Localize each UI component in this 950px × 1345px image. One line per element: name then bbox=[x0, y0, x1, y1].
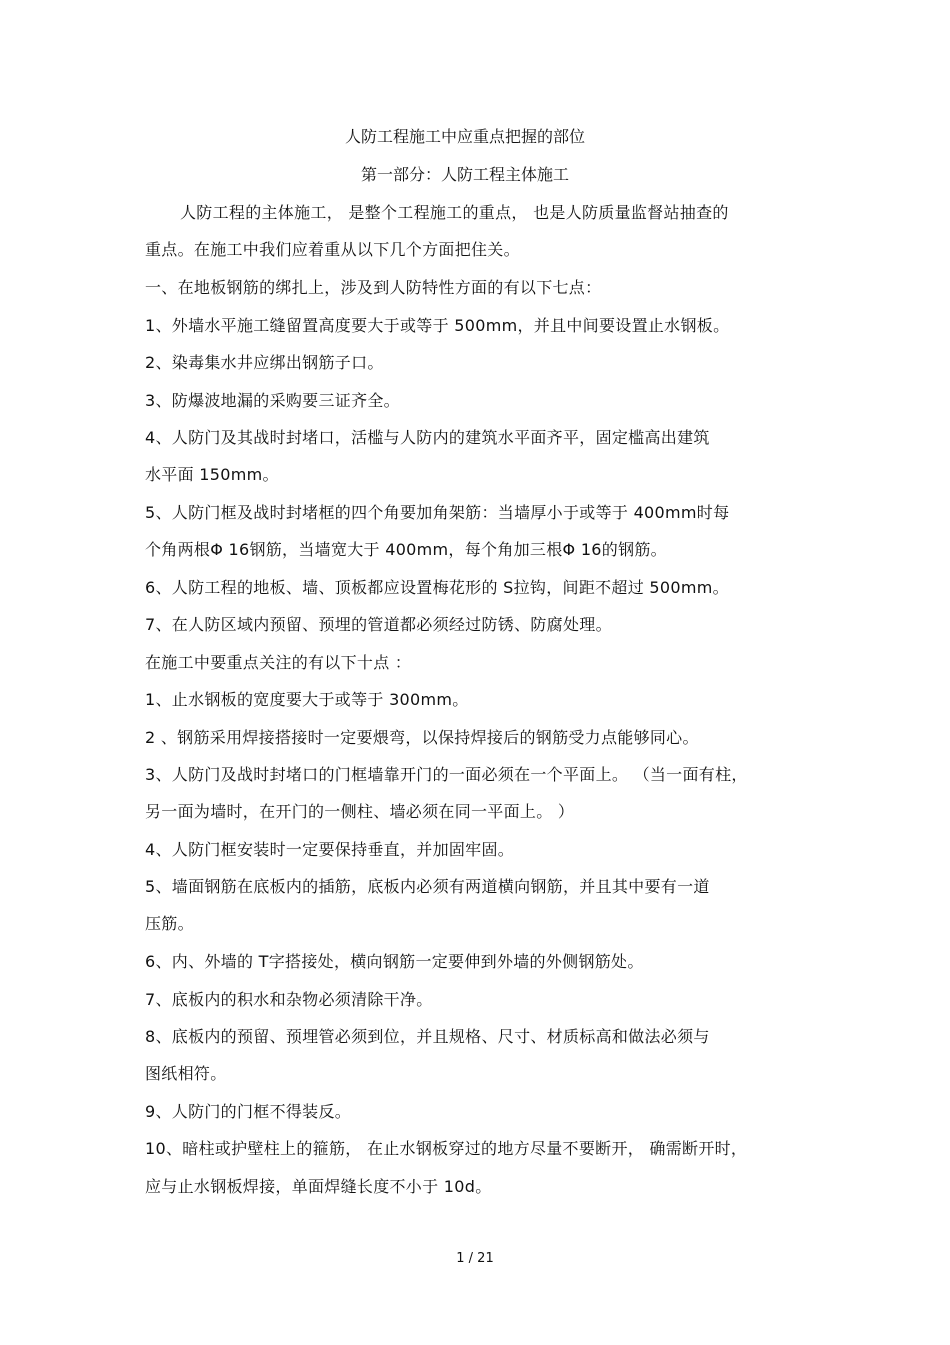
list-item-continuation: 应与止水钢板焊接，单面焊缝长度不小于 10d。 bbox=[145, 1177, 492, 1196]
list-item: 7、底板内的积水和杂物必须清除干净。 bbox=[145, 990, 433, 1009]
list-item: 6、人防工程的地板、墙、顶板都应设置梅花形的 S拉钩，间距不超过 500mm。 bbox=[145, 578, 729, 597]
section-heading: 一、在地板钢筋的绑扎上，涉及到人防特性方面的有以下七点： bbox=[145, 278, 602, 297]
list-item: 4、人防门及其战时封堵口，活槛与人防内的建筑水平面齐平，固定槛高出建筑 bbox=[145, 428, 710, 447]
list-item: 3、防爆波地漏的采购要三证齐全。 bbox=[145, 391, 400, 410]
list-item: 2、染毒集水井应绑出钢筋子口。 bbox=[145, 353, 384, 372]
list-item-continuation: 水平面 150mm。 bbox=[145, 465, 279, 484]
list-item-continuation: 压筋。 bbox=[145, 914, 194, 933]
section-heading: 在施工中要重点关注的有以下十点 ： bbox=[145, 653, 412, 672]
list-item: 10、暗柱或护壁柱上的箍筋， 在止水钢板穿过的地方尽量不要断开， 确需断开时， bbox=[145, 1139, 748, 1158]
list-item-continuation: 个角两根Φ 16钢筋，当墙宽大于 400mm，每个角加三根Φ 16的钢筋。 bbox=[145, 540, 667, 559]
list-item: 1、外墙水平施工缝留置高度要大于或等于 500mm，并且中间要设置止水钢板。 bbox=[145, 316, 730, 335]
list-item: 5、人防门框及战时封堵框的四个角要加角架筋：当墙厚小于或等于 400mm时每 bbox=[145, 503, 730, 522]
page-number: 1 / 21 bbox=[456, 1251, 494, 1266]
list-item: 9、人防门的门框不得装反。 bbox=[145, 1102, 352, 1121]
paragraph-line: 重点。在施工中我们应着重从以下几个方面把住关。 bbox=[145, 240, 520, 259]
paragraph-line: 人防工程的主体施工， 是整个工程施工的重点， 也是人防质量监督站抽查的 bbox=[180, 203, 729, 222]
list-item: 8、底板内的预留、预埋管必须到位，并且规格、尺寸、材质标高和做法必须与 bbox=[145, 1027, 710, 1046]
list-item: 1、止水钢板的宽度要大于或等于 300mm。 bbox=[145, 690, 469, 709]
list-item: 2 、钢筋采用焊接搭接时一定要煨弯，以保持焊接后的钢筋受力点能够同心。 bbox=[145, 728, 699, 747]
list-item-continuation: 图纸相符。 bbox=[145, 1064, 227, 1083]
list-item: 4、人防门框安装时一定要保持垂直，并加固牢固。 bbox=[145, 840, 515, 859]
list-item: 5、墙面钢筋在底板内的插筋，底板内必须有两道横向钢筋，并且其中要有一道 bbox=[145, 877, 710, 896]
list-item: 3、人防门及战时封堵口的门框墙靠开门的一面必须在一个平面上。 （当一面有柱， bbox=[145, 765, 748, 784]
section-title: 第一部分：人防工程主体施工 bbox=[360, 165, 569, 184]
list-item: 7、在人防区域内预留、预埋的管道都必须经过防锈、防腐处理。 bbox=[145, 615, 612, 634]
document-title: 人防工程施工中应重点把握的部位 bbox=[344, 127, 585, 146]
list-item-continuation: 另一面为墙时，在开门的一侧柱、墙必须在同一平面上。 ） bbox=[145, 802, 575, 821]
list-item: 6、内、外墙的 T字搭接处，横向钢筋一定要伸到外墙的外侧钢筋处。 bbox=[145, 952, 644, 971]
